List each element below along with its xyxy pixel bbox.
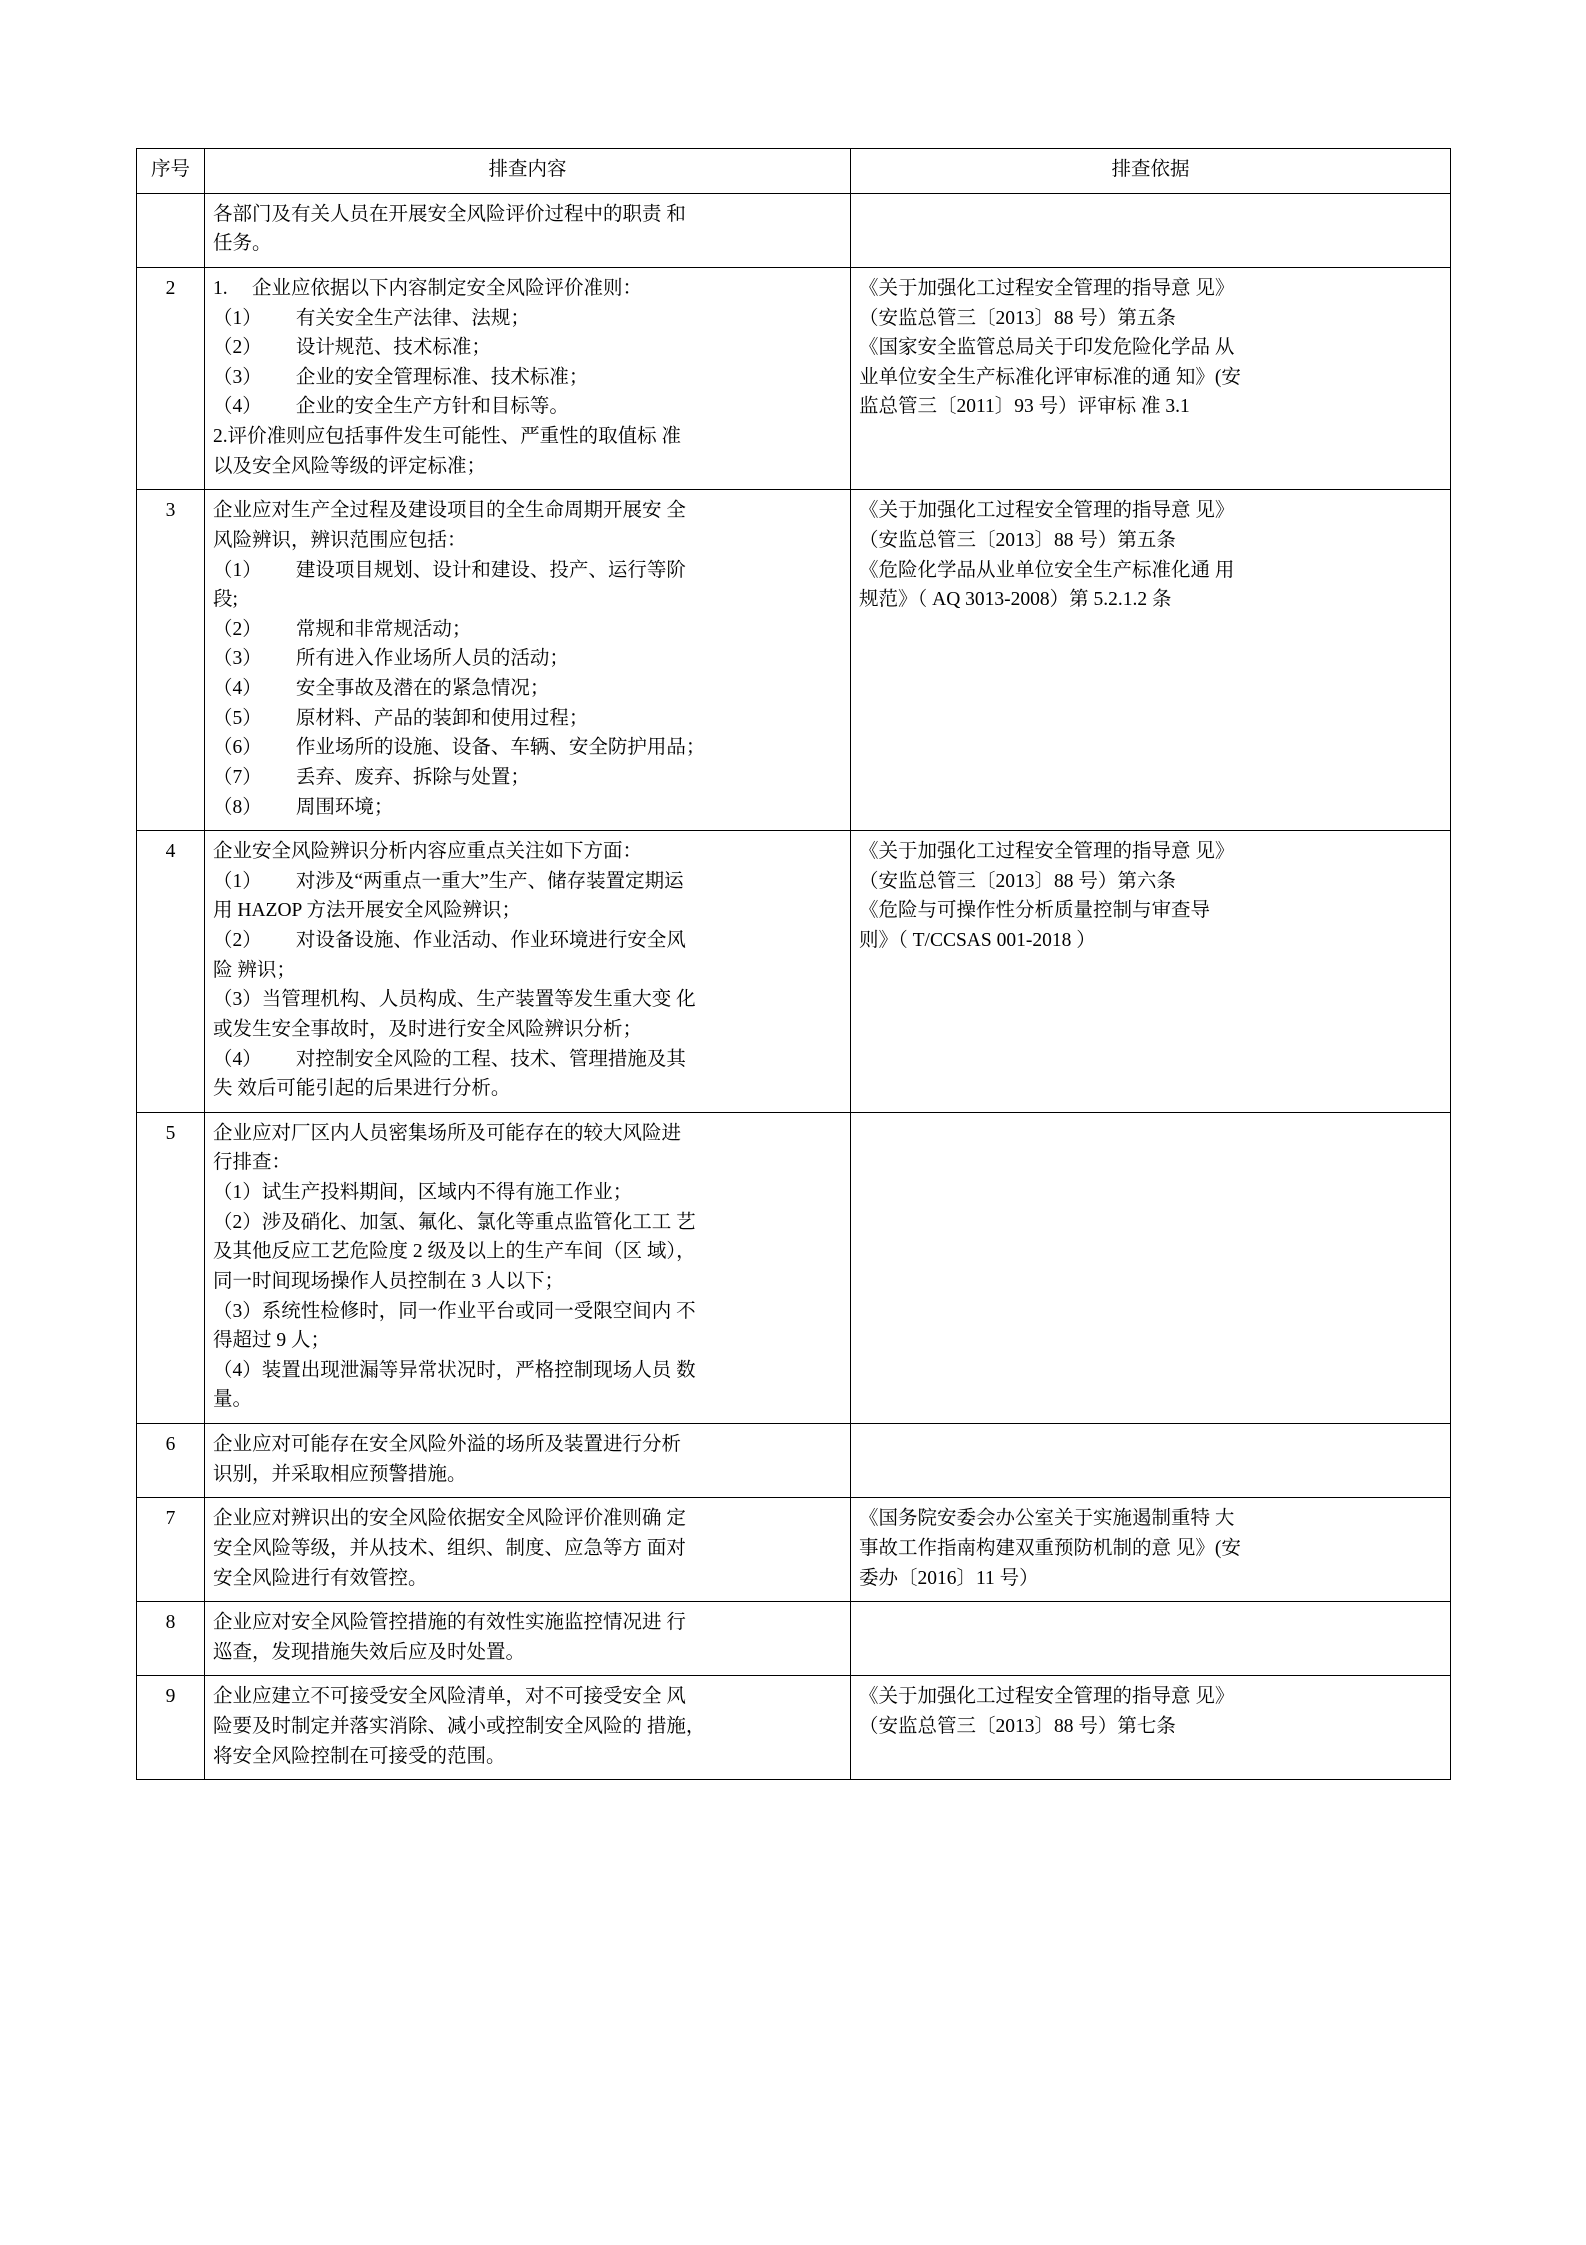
row-inspection-content (205, 1424, 851, 1498)
basis-line: 《关于加强化工过程安全管理的指导意 见》 (859, 841, 1235, 863)
content-line: （4）装置出现泄漏等异常状况时，严格控制现场人员 数 (213, 1359, 696, 1381)
table-header-row (137, 149, 1451, 194)
table-row (137, 1498, 1451, 1602)
table-row (137, 490, 1451, 831)
row-inspection-basis (851, 1112, 1451, 1423)
content-line: （8） 周围环境； (213, 796, 394, 818)
basis-line: 《危险与可操作性分析质量控制与审查导 (859, 900, 1211, 922)
row-sequence-number: 3 (137, 490, 205, 831)
content-line: 企业应对可能存在安全风险外溢的场所及装置进行分析 (213, 1434, 682, 1455)
row-inspection-content (205, 267, 851, 489)
content-line: 安全风险进行有效管控。 (213, 1567, 428, 1589)
content-line: （6） 作业场所的设施、设备、车辆、安全防护用品； (213, 737, 706, 759)
basis-line: 《关于加强化工过程安全管理的指导意 见》 (859, 1686, 1235, 1708)
basis-line: 事故工作指南构建双重预防机制的意 见》(安 (859, 1537, 1241, 1559)
row-inspection-content (205, 1112, 851, 1423)
basis-line: 《国家安全监管总局关于印发危险化学品 从 (859, 337, 1235, 359)
row-inspection-basis (851, 193, 1451, 267)
content-line: 企业应对厂区内人员密集场所及可能存在的较大风险进 (213, 1122, 682, 1144)
table-header (137, 149, 1451, 194)
content-line: 2.评价准则应包括事件发生可能性、严重性的取值标 准 (213, 426, 682, 447)
content-line: 失 效后可能引起的后果进行分析。 (213, 1078, 511, 1100)
table-row (137, 193, 1451, 267)
table-body (137, 193, 1451, 1780)
content-line: 企业应对辨识出的安全风险依据安全风险评价准则确 定 (213, 1508, 686, 1530)
content-line: 段; (213, 589, 238, 611)
content-line: （1） 对涉及“两重点一重大”生产、储存装置定期运 (213, 870, 684, 892)
table-row (137, 1424, 1451, 1498)
content-line: 企业安全风险辨识分析内容应重点关注如下方面： (213, 841, 643, 863)
content-line: 任务。 (213, 233, 272, 255)
row-inspection-basis (851, 1676, 1451, 1780)
content-line: 量。 (213, 1389, 253, 1411)
row-sequence-number (137, 193, 205, 267)
content-line: （2） 设计规范、技术标准； (213, 337, 491, 359)
basis-line: 《国务院安委会办公室关于实施遏制重特 大 (859, 1508, 1235, 1530)
row-inspection-content (205, 193, 851, 267)
basis-line: （安监总管三〔2013〕88 号）第六条 (859, 870, 1176, 892)
row-inspection-basis (851, 1498, 1451, 1602)
content-line: （7） 丢弃、废弃、拆除与处置； (213, 766, 530, 788)
basis-line: 《关于加强化工过程安全管理的指导意 见》 (859, 277, 1235, 299)
row-inspection-basis (851, 1424, 1451, 1498)
content-line: 风险辨识，辨识范围应包括： (213, 529, 467, 551)
basis-line: 监总管三〔2011〕93 号）评审标 准 3.1 (859, 396, 1190, 418)
row-sequence-number: 4 (137, 831, 205, 1113)
content-line: 同一时间现场操作人员控制在 3 人以下； (213, 1270, 565, 1292)
row-inspection-content (205, 1498, 851, 1602)
content-line: 用 HAZOP 方法开展安全风险辨识； (213, 900, 522, 922)
basis-line: 则》（ T/CCSAS 001-2018 ） (859, 930, 1096, 951)
content-line: （2） 对设备设施、作业活动、作业环境进行安全风 (213, 930, 686, 951)
table-row (137, 1602, 1451, 1676)
row-sequence-number: 9 (137, 1676, 205, 1780)
row-sequence-number: 8 (137, 1602, 205, 1676)
content-line: 巡查，发现措施失效后应及时处置。 (213, 1641, 526, 1663)
column-header-basis: 排查依据 (851, 149, 1451, 194)
row-inspection-content (205, 1676, 851, 1780)
content-line: （3） 所有进入作业场所人员的活动； (213, 648, 569, 670)
content-line: 险要及时制定并落实消除、减小或控制安全风险的 措施， (213, 1716, 706, 1737)
content-line: 企业应对安全风险管控措施的有效性实施监控情况进 行 (213, 1612, 686, 1634)
row-sequence-number: 5 (137, 1112, 205, 1423)
row-inspection-content (205, 490, 851, 831)
basis-line: （安监总管三〔2013〕88 号）第五条 (859, 529, 1176, 551)
basis-line: 《关于加强化工过程安全管理的指导意 见》 (859, 500, 1235, 522)
row-inspection-basis (851, 267, 1451, 489)
content-line: （3） 企业的安全管理标准、技术标准； (213, 366, 589, 388)
row-inspection-basis (851, 831, 1451, 1113)
row-inspection-content (205, 831, 851, 1113)
content-line: 以及安全风险等级的评定标准； (213, 455, 487, 477)
inspection-table (136, 148, 1451, 1780)
content-line: 识别，并采取相应预警措施。 (213, 1463, 467, 1485)
row-sequence-number: 2 (137, 267, 205, 489)
row-sequence-number: 6 (137, 1424, 205, 1498)
row-sequence-number: 7 (137, 1498, 205, 1602)
table-row (137, 1112, 1451, 1423)
basis-line: 业单位安全生产标准化评审标准的通 知》(安 (859, 366, 1241, 388)
basis-line: （安监总管三〔2013〕88 号）第五条 (859, 307, 1176, 329)
content-line: （4） 对控制安全风险的工程、技术、管理措施及其 (213, 1048, 686, 1070)
table-row (137, 267, 1451, 489)
content-line: （4） 安全事故及潜在的紧急情况； (213, 678, 550, 699)
content-line: （4） 企业的安全生产方针和目标等。 (213, 396, 569, 418)
content-line: 企业应建立不可接受安全风险清单，对不可接受安全 风 (213, 1686, 686, 1708)
row-inspection-basis (851, 490, 1451, 831)
basis-line: （安监总管三〔2013〕88 号）第七条 (859, 1716, 1176, 1737)
table-row (137, 831, 1451, 1113)
content-line: 得超过 9 人； (213, 1330, 331, 1352)
content-line: 企业应对生产全过程及建设项目的全生命周期开展安 全 (213, 500, 686, 522)
basis-line: 规范》（ AQ 3013-2008）第 5.2.1.2 条 (859, 589, 1172, 611)
content-line: 行排查： (213, 1152, 292, 1174)
content-line: （3）当管理机构、人员构成、生产装置等发生重大变 化 (213, 989, 696, 1011)
table-row (137, 1676, 1451, 1780)
content-line: （3）系统性检修时，同一作业平台或同一受限空间内 不 (213, 1300, 696, 1322)
content-line: （2） 常规和非常规活动； (213, 618, 472, 640)
content-line: （1） 有关安全生产法律、法规； (213, 307, 530, 329)
content-line: 及其他反应工艺危险度 2 级及以上的生产车间（区 域）， (213, 1241, 696, 1263)
content-line: 各部门及有关人员在开展安全风险评价过程中的职责 和 (213, 203, 686, 225)
content-line: 将安全风险控制在可接受的范围。 (213, 1745, 506, 1767)
content-line: （2）涉及硝化、加氢、氟化、氯化等重点监管化工工 艺 (213, 1211, 696, 1233)
content-line: （1） 建设项目规划、设计和建设、投产、运行等阶 (213, 559, 686, 581)
content-line: 或发生安全事故时，及时进行安全风险辨识分析； (213, 1018, 643, 1040)
basis-line: 委办〔2016〕11 号） (859, 1567, 1039, 1589)
content-line: （5） 原材料、产品的装卸和使用过程； (213, 707, 589, 729)
row-inspection-basis (851, 1602, 1451, 1676)
content-line: 险 辨识； (213, 959, 296, 981)
content-line: 1. 企业应依据以下内容制定安全风险评价准则： (213, 277, 643, 299)
column-header-content: 排查内容 (205, 149, 851, 194)
content-line: 安全风险等级，并从技术、组织、制度、应急等方 面对 (213, 1537, 686, 1559)
content-line: （1）试生产投料期间，区域内不得有施工作业； (213, 1182, 633, 1203)
row-inspection-content (205, 1602, 851, 1676)
basis-line: 《危险化学品从业单位安全生产标准化通 用 (859, 559, 1235, 581)
column-header-seq: 序号 (137, 149, 205, 194)
